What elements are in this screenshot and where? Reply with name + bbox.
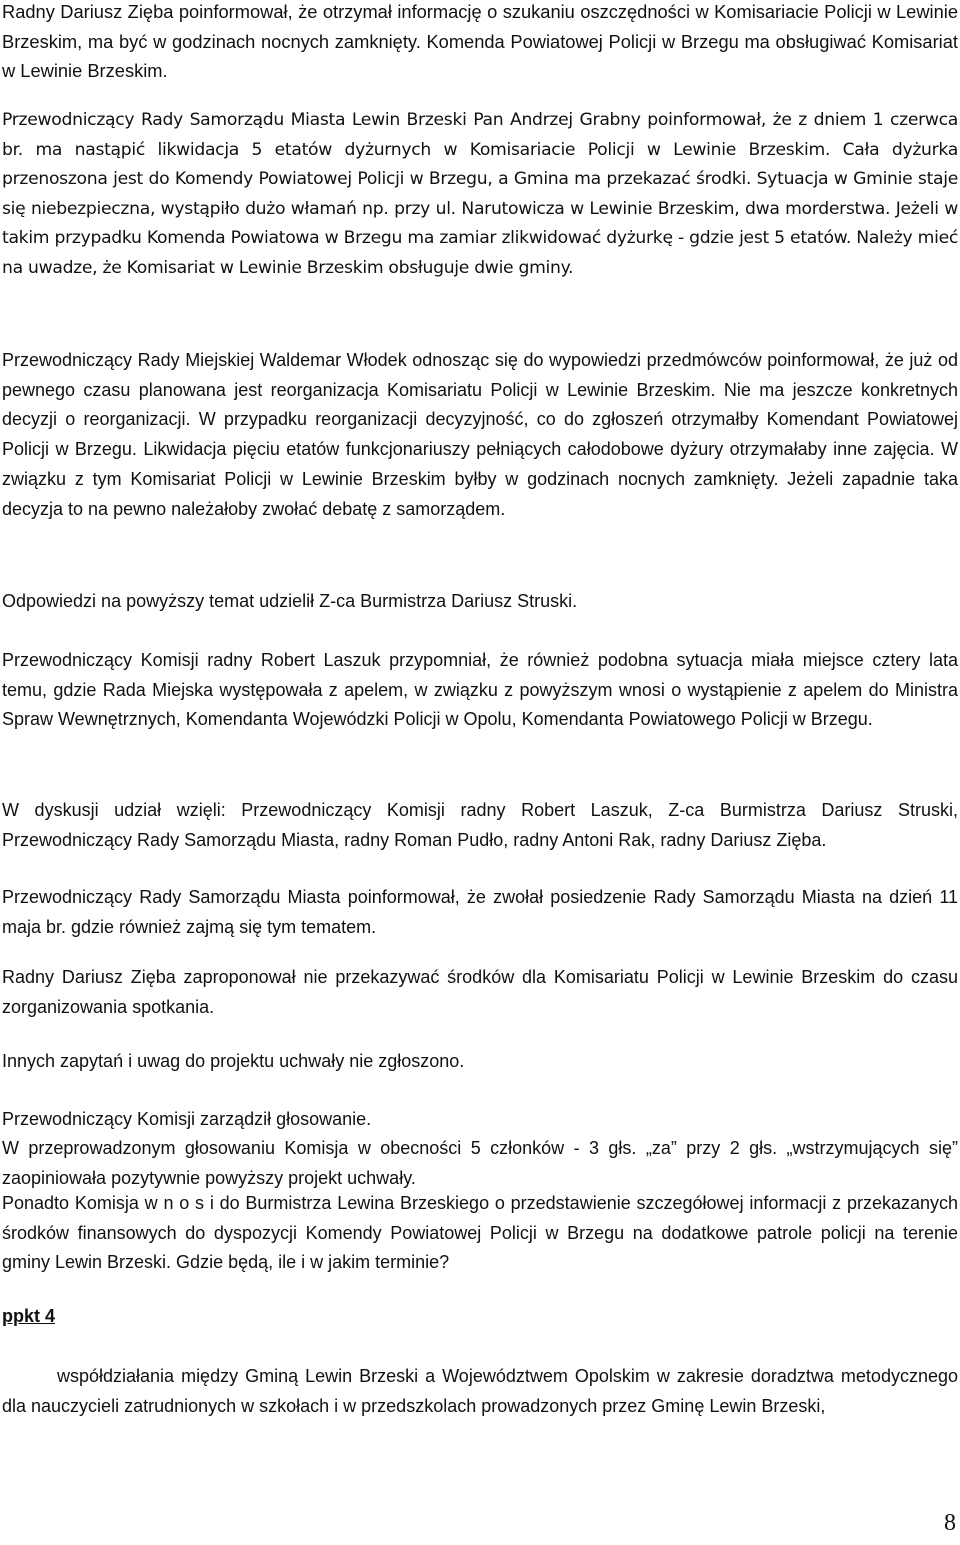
paragraph-discussion: W dyskusji udział wzięli: Przewodniczący Komisji radny Robert Laszuk, Z-ca Burmistrza Dariusz Struski, Przewodniczący Rady Samorządu Miasta, radny Roman Pudło, radny Antoni Rak, radny Dariusz Zięba.	[2, 800, 958, 850]
page-number: 8	[944, 1510, 956, 1536]
paragraph-laszuk: Przewodniczący Komisji radny Robert Laszuk przypomniał, że również podobna sytuacja miała miejsce cztery lata temu, gdzie Rada Miejska występowała z apelem, w związku z powyższym wnosi o wystąpienie z apelem do Ministra Spraw Wewnętrznych, Komendanta Wojewódzki Policji w Opolu, Komendanta Powiatowego Policji w Brzegu.	[2, 650, 958, 730]
paragraph-vote-result: W przeprowadzonym głosowaniu Komisja w obecności 5 członków - 3 głs. „za” przy 2 głs. „wstrzymujących się” zaopiniowała pozytywnie powyższy projekt uchwały.	[2, 1138, 958, 1188]
paragraph-wlodek: Przewodniczący Rady Miejskiej Waldemar Włodek odnosząc się do wypowiedzi przedmówców poinformował, że już od pewnego czasu planowana jest reorganizacja Komisariatu Policji w Lewinie Brzeskim. Nie ma jeszcze konkretnych decyzji o reorganizacji. W przypadku reorganizacji decyzyjność, co do zgłoszeń otrzymałby Komendant Powiatowej Policji w Brzegu. Likwidacja pięciu etatów funkcjonariuszy pełniących całodobowe dyżury otrzymałaby inne zajęcia. W związku z tym Komisariat Policji w Lewinie Brzeskim byłby w godzinach nocnych zamknięty. Jeżeli zapadnie taka decyzja to na pewno należałoby zwołać debatę z samorządem.	[2, 350, 958, 519]
paragraph-meeting: Przewodniczący Rady Samorządu Miasta poinformował, że zwołał posiedzenie Rady Samorządu Miasta na dzień 11 maja br. gdzie również zajmą się tym tematem.	[2, 887, 958, 937]
paragraph-grabny: Przewodniczący Rady Samorządu Miasta Lewin Brzeski Pan Andrzej Grabny poinformował, że z dniem 1 czerwca br. ma nastąpić likwidacja 5 etatów dyżurnych w Komisariacie Policji w Lewinie Brzeskim. Cała dyżurka przenoszona jest do Komendy Powiatowej Policji w Brzegu, a Gmina ma przekazać środki. Sytuacja w Gminie staje się niebezpieczna, wystąpiło dużo włamań np. przy ul. Narutowicza w Lewinie Brzeskim, dwa morderstwa. Jeżeli w takim przypadku Komenda Powiatowa w Brzegu ma zamiar zlikwidować dyżurkę - gdzie jest 5 etatów. Należy mieć na uwadze, że Komisariat w Lewinie Brzeskim obsługuje dwie gminy.	[2, 110, 958, 278]
paragraph-intro-zieba: Radny Dariusz Zięba poinformował, że otrzymał informację o szukaniu oszczędności w Komisariacie Policji w Lewinie Brzeskim, ma być w godzinach nocnych zamknięty. Komenda Powiatowej Policji w Brzegu ma obsługiwać Komisariat w Lewinie Brzeskim.	[2, 1, 958, 81]
paragraph-cooperation: współdziałania między Gminą Lewin Brzeski a Województwem Opolskim w zakresie doradztwa metodycznego dla nauczycieli zatrudnionych w szkołach i w przedszkolach prowadzonych przez Gminę Lewin Brzeski,	[2, 1366, 958, 1416]
section-heading-ppkt: ppkt 4	[2, 1306, 56, 1326]
paragraph-request: Ponadto Komisja w n o s i do Burmistrza Lewina Brzeskiego o przedstawienie szczegółowej informacji z przekazanych środków finansowych do dyspozycji Komendy Powiatowej Policji w Brzegu na dodatkowe patrole policji na terenie gminy Lewin Brzeski. Gdzie będą, ile i w jakim terminie?	[2, 1193, 958, 1273]
paragraph-proposal: Radny Dariusz Zięba zaproponował nie przekazywać środków dla Komisariatu Policji w Lewinie Brzeskim do czasu zorganizowania spotkania.	[2, 967, 958, 1017]
paragraph-struski: Odpowiedzi na powyższy temat udzielił Z-ca Burmistrza Dariusz Struski.	[2, 591, 578, 611]
paragraph-no-questions: Innych zapytań i uwag do projektu uchwały nie zgłoszono.	[2, 1051, 465, 1071]
paragraph-vote-order: Przewodniczący Komisji zarządził głosowanie.	[2, 1109, 372, 1129]
